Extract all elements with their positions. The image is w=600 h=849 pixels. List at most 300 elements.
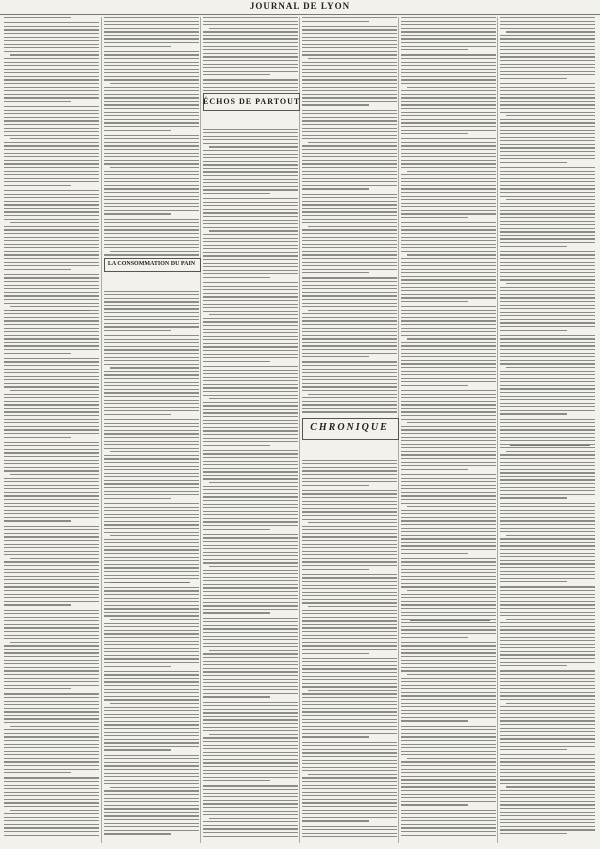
text-line [104,758,199,759]
text-line [4,470,99,471]
text-line [4,269,71,270]
text-line [401,433,496,434]
text-line [401,374,496,375]
text-line [4,583,99,584]
text-line [104,510,199,511]
text-line [500,71,595,72]
text-line [401,328,496,329]
text-line [401,499,496,500]
text-line [302,569,369,570]
text-line [4,635,99,636]
text-line [500,447,595,448]
text-line [401,772,496,773]
text-line [4,17,71,18]
text-line [401,196,496,197]
text-line [203,518,298,519]
text-line [203,90,298,91]
text-line [401,451,496,452]
text-line [500,433,595,434]
text-line [500,144,595,145]
text-line [104,323,199,324]
text-line [203,682,298,683]
text-line [104,233,199,234]
text-line [401,371,496,372]
text-line [203,507,298,508]
text-line [401,356,496,357]
text-line [104,549,199,550]
text-line [203,391,298,392]
text-line [4,449,99,450]
text-line [401,681,496,682]
text-line [104,339,199,340]
text-line [302,581,397,582]
text-line [401,637,468,638]
text-line [401,535,496,536]
text-line [401,601,496,602]
text-line [203,17,298,18]
text-line [203,671,298,672]
text-line [4,120,99,121]
text-line [401,306,496,307]
text-line [10,306,99,307]
text-line [4,251,99,252]
text-line [302,836,397,837]
text-line [104,378,199,379]
text-line [500,772,595,773]
text-line [4,219,99,220]
text-line [110,535,199,536]
text-line [302,554,397,555]
text-line [401,553,468,554]
text-line [401,779,496,780]
text-line [4,408,99,409]
text-line [500,801,595,802]
text-line [203,304,298,305]
text-line [401,79,496,80]
text-line [302,672,397,673]
text-line [104,826,199,827]
text-line [401,229,496,230]
text-line [104,430,199,431]
text-line [203,193,270,194]
text-line [302,303,397,304]
text-line [500,520,595,521]
text-line [302,722,397,723]
text-line [401,754,496,755]
text-line [500,695,595,696]
text-line [104,51,199,52]
text-line [4,295,99,296]
text-line [4,460,99,461]
text-line [500,590,595,591]
text-line [203,402,298,403]
text-line [4,520,71,521]
text-line [500,356,595,357]
text-line [500,494,595,495]
text-line [401,265,496,266]
text-line [104,312,199,313]
text-line [4,211,99,212]
text-line [104,364,199,365]
text-line [401,667,496,668]
text-line [104,414,171,415]
text-line [104,830,199,831]
text-line [401,290,496,291]
text-line [104,392,199,393]
text-line [4,572,99,573]
text-line [302,277,397,278]
masthead [0,0,600,15]
text-line [4,76,99,77]
text-line [4,785,99,786]
text-line [104,222,199,223]
text-line [302,313,397,314]
text-line [302,342,397,343]
text-line [203,780,270,781]
text-line [302,353,397,354]
text-line [500,228,595,229]
text-line [302,547,397,548]
text-line [500,524,595,525]
text-line [302,788,397,789]
text-line [500,626,595,627]
text-line [506,619,595,620]
text-line [203,87,298,88]
text-line [4,277,99,278]
text-line [4,288,99,289]
text-line [401,35,496,36]
text-line [104,35,199,36]
text-line [4,237,99,238]
text-line [203,661,298,662]
text-line [203,395,298,396]
text-column-6 [500,17,595,843]
text-line [203,205,298,206]
text-line [500,363,595,364]
text-line [308,394,397,395]
text-line [302,365,397,366]
text-line [104,721,199,722]
text-line [4,113,99,114]
text-line [4,401,99,402]
text-line [4,342,99,343]
text-line [401,503,496,504]
text-line [500,790,595,791]
text-line [401,761,496,762]
text-line [203,602,298,603]
text-line [500,312,595,313]
text-line [500,794,595,795]
text-line [401,538,496,539]
text-line [401,633,496,634]
text-line [500,322,595,323]
text-line [302,470,397,471]
text-line [203,475,298,476]
text-line [401,213,496,214]
text-line [302,592,397,593]
text-line [500,717,595,718]
text-line [401,240,496,241]
text-line [302,493,397,494]
text-line [302,810,397,811]
text-line [104,692,199,693]
text-line [302,178,397,179]
text-line [203,559,298,560]
text-line [4,142,99,143]
text-line [500,553,595,554]
text-line [401,510,496,511]
text-line [401,226,496,227]
text-line [110,703,199,704]
text-line [203,164,298,165]
text-line [203,514,298,515]
text-line [500,272,595,273]
text-line [203,496,298,497]
text-line [10,558,99,559]
text-line [401,28,496,29]
text-line [104,330,171,331]
text-line [500,374,595,375]
text-line [4,761,99,762]
text-line [4,499,99,500]
text-line [401,203,496,204]
text-line [500,119,595,120]
text-line [104,575,199,576]
text-line [4,233,99,234]
text-line [302,379,397,380]
text-line [104,108,199,109]
text-line [500,746,595,747]
text-line [401,262,496,263]
text-line [401,360,496,361]
text-line [104,142,199,143]
text-line [302,686,397,687]
text-line [4,178,99,179]
text-line [4,506,99,507]
text-line [203,653,298,654]
text-line [110,619,199,620]
text-line [500,196,595,197]
text-line [104,707,199,708]
text-line [104,294,199,295]
text-line [104,498,171,499]
text-line [104,762,199,763]
text-line [500,231,595,232]
text-line [4,788,99,789]
text-line [401,320,496,321]
text-line [302,536,397,537]
text-line [110,787,199,788]
text-line [203,21,298,22]
text-line [104,773,199,774]
text-line [302,585,397,586]
text-line [203,212,298,213]
text-line [104,749,171,750]
text-line [302,676,397,677]
text-line [10,726,99,727]
text-line [104,532,199,533]
text-line [203,336,298,337]
text-line [203,789,298,790]
text-line [401,478,496,479]
text-line [401,287,496,288]
text-line [401,776,496,777]
text-line [302,356,369,357]
text-line [302,826,397,827]
text-line [500,221,595,222]
text-line [401,31,496,32]
text-line [302,369,397,370]
text-line [203,504,298,505]
text-line [203,71,298,72]
text-line [4,335,99,336]
divider [410,620,490,621]
text-line [104,326,199,327]
text-line [500,670,595,671]
text-line [302,76,397,77]
text-line [104,514,199,515]
text-line [302,729,397,730]
text-line [302,124,397,125]
text-line [104,419,199,420]
text-line [500,17,595,18]
text-line [4,258,99,259]
text-line [401,801,496,802]
text-line [104,507,199,508]
text-line [500,242,595,243]
text-line [4,262,99,263]
text-line [4,317,99,318]
text-line [4,87,99,88]
text-line [203,136,298,137]
text-line [104,229,199,230]
text-line [104,823,199,824]
text-line [4,156,99,157]
text-line [302,120,397,121]
text-line [104,410,199,411]
text-line [4,736,99,737]
text-line [401,520,496,521]
text-line [203,420,298,421]
text-line [4,386,99,387]
text-line [203,409,298,410]
divider [110,582,190,583]
text-line [401,458,496,459]
text-line [500,301,595,302]
text-line [302,145,397,146]
text-line [302,627,397,628]
divider [10,310,90,311]
text-line [4,313,99,314]
text-line [401,397,496,398]
text-line [500,360,595,361]
text-line [302,386,397,387]
text-line [500,758,595,759]
text-line [4,674,99,675]
text-line [302,749,397,750]
text-line [4,529,99,530]
text-line [302,767,397,768]
text-line [203,639,298,640]
text-line [302,372,397,373]
text-line [104,681,199,682]
text-line [401,130,496,131]
text-line [500,42,595,43]
text-line [4,167,99,168]
text-line [401,217,468,218]
text-line [302,760,397,761]
text-line [4,94,99,95]
text-line [302,292,397,293]
text-line [302,829,397,830]
text-line [500,192,595,193]
text-line [500,349,595,350]
text-line [302,806,397,807]
text-line [4,419,99,420]
text-line [203,541,298,542]
text-line [104,637,199,638]
text-line [104,598,199,599]
text-line [401,349,496,350]
text-line [500,246,567,247]
text-line [302,595,397,596]
text-line [302,540,397,541]
text-line [104,717,199,718]
text-line [302,317,397,318]
text-line [401,101,496,102]
text-line [203,182,298,183]
text-line [203,752,298,753]
text-line [401,572,496,573]
text-line [203,24,298,25]
text-line [500,458,595,459]
text-line [10,54,99,55]
text-line [500,210,595,211]
text-line [209,314,298,315]
text-line [401,678,496,679]
text-line [500,754,595,755]
text-line [104,503,199,504]
text-line [500,353,595,354]
text-line [104,746,199,747]
text-line [203,646,298,647]
text-line [203,293,298,294]
text-line [104,46,171,47]
text-line [401,394,496,395]
text-line [104,213,171,214]
text-line [500,437,595,438]
text-line [4,163,99,164]
text-line [104,794,199,795]
text-line [401,699,496,700]
text-line [401,21,496,22]
text-line [104,247,199,248]
text-line [203,357,298,358]
text-line [401,586,496,587]
text-line [4,190,99,191]
text-line [104,160,199,161]
text-line [104,560,199,561]
text-line [500,465,595,466]
text-line [500,797,595,798]
text-line [302,51,397,52]
text-line [302,515,397,516]
text-line [203,552,298,553]
text-line [401,272,496,273]
text-line [302,463,397,464]
text-line [203,803,298,804]
text-line [302,624,397,625]
